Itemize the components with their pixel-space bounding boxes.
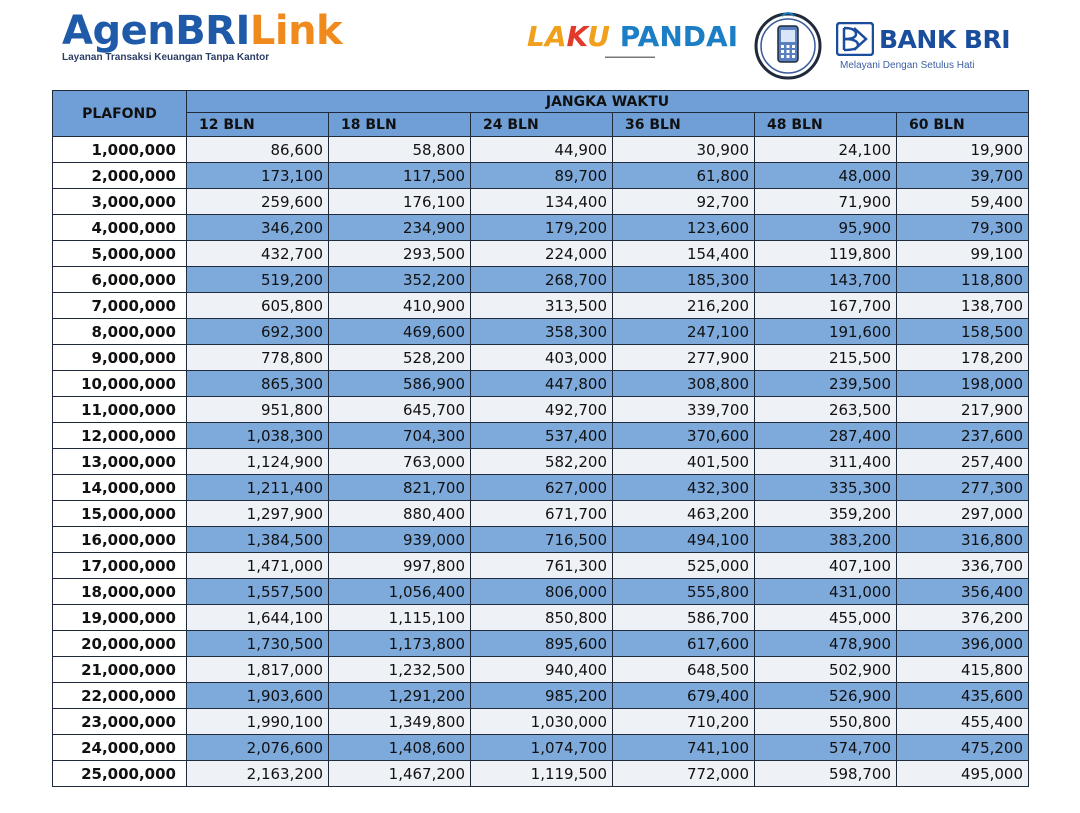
installment-cell: 407,100 [755,553,897,579]
installment-cell: 880,400 [329,501,471,527]
installment-cell: 376,200 [897,605,1029,631]
installment-cell: 86,600 [187,137,329,163]
installment-cell: 525,000 [613,553,755,579]
installment-cell: 415,800 [897,657,1029,683]
plafond-cell: 5,000,000 [53,241,187,267]
installment-cell: 555,800 [613,579,755,605]
plafond-cell: 11,000,000 [53,397,187,423]
installment-cell: 176,100 [329,189,471,215]
installment-cell: 95,900 [755,215,897,241]
term-column-header: 36 BLN [613,113,755,137]
jangka-waktu-header: JANGKA WAKTU [187,91,1029,113]
installment-cell: 598,700 [755,761,897,787]
installment-cell: 940,400 [471,657,613,683]
installment-cell: 526,900 [755,683,897,709]
installment-cell: 2,163,200 [187,761,329,787]
installment-cell: 432,700 [187,241,329,267]
table-row [53,423,1029,449]
installment-cell: 1,297,900 [187,501,329,527]
installment-cell: 259,600 [187,189,329,215]
installment-cell: 528,200 [329,345,471,371]
plafond-cell: 22,000,000 [53,683,187,709]
installment-cell: 308,800 [613,371,755,397]
table-row [53,761,1029,787]
installment-cell: 370,600 [613,423,755,449]
installment-cell: 475,200 [897,735,1029,761]
table-row [53,345,1029,371]
installment-cell: 216,200 [613,293,755,319]
installment-cell: 586,900 [329,371,471,397]
plafond-cell: 24,000,000 [53,735,187,761]
installment-cell: 951,800 [187,397,329,423]
installment-cell: 24,100 [755,137,897,163]
installment-cell: 143,700 [755,267,897,293]
installment-cell: 239,500 [755,371,897,397]
installment-table [52,90,1029,787]
term-column-header: 48 BLN [755,113,897,137]
plafond-cell: 4,000,000 [53,215,187,241]
installment-cell: 605,800 [187,293,329,319]
installment-cell: 1,119,500 [471,761,613,787]
installment-cell: 519,200 [187,267,329,293]
installment-cell: 1,232,500 [329,657,471,683]
installment-cell: 463,200 [613,501,755,527]
plafond-cell: 1,000,000 [53,137,187,163]
installment-cell: 178,200 [897,345,1029,371]
installment-cell: 865,300 [187,371,329,397]
installment-cell: 1,291,200 [329,683,471,709]
installment-cell: 1,817,000 [187,657,329,683]
installment-cell: 396,000 [897,631,1029,657]
installment-cell: 293,500 [329,241,471,267]
plafond-cell: 6,000,000 [53,267,187,293]
plafond-cell: 8,000,000 [53,319,187,345]
installment-cell: 550,800 [755,709,897,735]
installment-cell: 79,300 [897,215,1029,241]
installment-cell: 772,000 [613,761,755,787]
term-column-header: 12 BLN [187,113,329,137]
installment-cell: 692,300 [187,319,329,345]
plafond-cell: 19,000,000 [53,605,187,631]
table-row [53,527,1029,553]
installment-cell: 617,600 [613,631,755,657]
installment-cell: 492,700 [471,397,613,423]
installment-cell: 138,700 [897,293,1029,319]
installment-cell: 1,557,500 [187,579,329,605]
installment-cell: 679,400 [613,683,755,709]
term-column-header: 18 BLN [329,113,471,137]
installment-cell: 435,600 [897,683,1029,709]
installment-cell: 1,730,500 [187,631,329,657]
installment-cell: 432,300 [613,475,755,501]
installment-cell: 985,200 [471,683,613,709]
plafond-cell: 16,000,000 [53,527,187,553]
mobile-banking-badge-icon [752,8,824,80]
installment-cell: 574,700 [755,735,897,761]
bank-bri-logo [836,22,1010,71]
installment-cell: 761,300 [471,553,613,579]
installment-cell: 537,400 [471,423,613,449]
installment-cell: 19,900 [897,137,1029,163]
installment-cell: 123,600 [613,215,755,241]
installment-cell: 154,400 [613,241,755,267]
installment-cell: 59,400 [897,189,1029,215]
installment-cell: 447,800 [471,371,613,397]
installment-cell: 237,600 [897,423,1029,449]
installment-cell: 179,200 [471,215,613,241]
table-row [53,241,1029,267]
installment-cell: 346,200 [187,215,329,241]
plafond-cell: 18,000,000 [53,579,187,605]
plafond-cell: 10,000,000 [53,371,187,397]
installment-cell: 247,100 [613,319,755,345]
plafond-cell: 14,000,000 [53,475,187,501]
installment-cell: 356,400 [897,579,1029,605]
installment-cell: 277,300 [897,475,1029,501]
installment-cell: 469,600 [329,319,471,345]
table-row [53,319,1029,345]
installment-cell: 61,800 [613,163,755,189]
installment-cell: 99,100 [897,241,1029,267]
plafond-cell: 2,000,000 [53,163,187,189]
table-row [53,579,1029,605]
installment-cell: 39,700 [897,163,1029,189]
installment-cell: 1,349,800 [329,709,471,735]
installment-cell: 645,700 [329,397,471,423]
bri-emblem-icon [836,22,874,56]
installment-cell: 44,900 [471,137,613,163]
table-row [53,735,1029,761]
laku-pandai-title: LAKU PANDAI [527,20,739,53]
installment-cell: 263,500 [755,397,897,423]
table-row [53,683,1029,709]
installment-cell: 359,200 [755,501,897,527]
installment-cell: 850,800 [471,605,613,631]
installment-cell: 1,384,500 [187,527,329,553]
plafond-cell: 17,000,000 [53,553,187,579]
installment-cell: 198,000 [897,371,1029,397]
installment-cell: 1,990,100 [187,709,329,735]
installment-cell: 1,030,000 [471,709,613,735]
installment-cell: 648,500 [613,657,755,683]
installment-cell: 217,900 [897,397,1029,423]
installment-cell: 1,211,400 [187,475,329,501]
installment-cell: 1,074,700 [471,735,613,761]
installment-cell: 117,500 [329,163,471,189]
installment-cell: 939,000 [329,527,471,553]
installment-cell: 997,800 [329,553,471,579]
table-row [53,657,1029,683]
installment-cell: 335,300 [755,475,897,501]
installment-cell: 30,900 [613,137,755,163]
table-row [53,215,1029,241]
installment-cell: 455,000 [755,605,897,631]
installment-cell: 358,300 [471,319,613,345]
installment-cell: 173,100 [187,163,329,189]
agenbrilink-subtitle: Layanan Transaksi Keuangan Tanpa Kantor [62,52,270,63]
installment-cell: 806,000 [471,579,613,605]
installment-cell: 1,408,600 [329,735,471,761]
laku-pandai-logo [527,20,738,60]
installment-cell: 316,800 [897,527,1029,553]
plafond-cell: 21,000,000 [53,657,187,683]
installment-cell: 1,903,600 [187,683,329,709]
installment-cell: 1,471,000 [187,553,329,579]
installment-cell: 257,400 [897,449,1029,475]
table-row [53,397,1029,423]
installment-cell: 704,300 [329,423,471,449]
term-column-header: 24 BLN [471,113,613,137]
plafond-cell: 13,000,000 [53,449,187,475]
table-row [53,293,1029,319]
installment-cell: 277,900 [613,345,755,371]
installment-cell: 48,000 [755,163,897,189]
plafond-cell: 12,000,000 [53,423,187,449]
installment-cell: 92,700 [613,189,755,215]
table-row [53,189,1029,215]
installment-cell: 821,700 [329,475,471,501]
table-body [53,137,1029,787]
installment-cell: 582,200 [471,449,613,475]
table-row [53,371,1029,397]
installment-cell: 716,500 [471,527,613,553]
term-column-header: 60 BLN [897,113,1029,137]
table-row [53,475,1029,501]
installment-cell: 352,200 [329,267,471,293]
installment-cell: 1,115,100 [329,605,471,631]
installment-cell: 403,000 [471,345,613,371]
plafond-cell: 23,000,000 [53,709,187,735]
installment-cell: 313,500 [471,293,613,319]
installment-cell: 401,500 [613,449,755,475]
plafond-cell: 25,000,000 [53,761,187,787]
installment-cell: 431,000 [755,579,897,605]
installment-cell: 478,900 [755,631,897,657]
installment-cell: 71,900 [755,189,897,215]
installment-cell: 118,800 [897,267,1029,293]
installment-cell: 119,800 [755,241,897,267]
installment-cell: 763,000 [329,449,471,475]
installment-cell: 215,500 [755,345,897,371]
term-header-row [53,113,1029,137]
laku-pandai-fineprint: ▬▬▬▬▬▬▬▬▬▬ [605,54,655,60]
installment-cell: 741,100 [613,735,755,761]
installment-cell: 297,000 [897,501,1029,527]
installment-cell: 671,700 [471,501,613,527]
agenbrilink-logo [62,8,342,63]
installment-cell: 311,400 [755,449,897,475]
installment-cell: 224,000 [471,241,613,267]
installment-cell: 158,500 [897,319,1029,345]
installment-cell: 494,100 [613,527,755,553]
installment-cell: 134,400 [471,189,613,215]
installment-cell: 336,700 [897,553,1029,579]
installment-cell: 2,076,600 [187,735,329,761]
installment-cell: 383,200 [755,527,897,553]
installment-cell: 455,400 [897,709,1029,735]
installment-cell: 89,700 [471,163,613,189]
table-row [53,449,1029,475]
plafond-cell: 15,000,000 [53,501,187,527]
installment-cell: 586,700 [613,605,755,631]
plafond-header: PLAFOND [53,91,187,137]
installment-cell: 268,700 [471,267,613,293]
installment-cell: 410,900 [329,293,471,319]
installment-cell: 895,600 [471,631,613,657]
table-row [53,267,1029,293]
header-banner [0,0,1080,88]
plafond-cell: 7,000,000 [53,293,187,319]
installment-cell: 167,700 [755,293,897,319]
installment-cell: 1,644,100 [187,605,329,631]
table-row [53,631,1029,657]
installment-cell: 1,173,800 [329,631,471,657]
table-row [53,605,1029,631]
table-row [53,709,1029,735]
table-row [53,553,1029,579]
installment-cell: 778,800 [187,345,329,371]
installment-cell: 1,124,900 [187,449,329,475]
installment-cell: 627,000 [471,475,613,501]
plafond-cell: 20,000,000 [53,631,187,657]
installment-cell: 234,900 [329,215,471,241]
installment-cell: 339,700 [613,397,755,423]
bank-bri-tagline: Melayani Dengan Setulus Hati [840,60,975,71]
agenbrilink-title: AgenBRILink [62,8,343,54]
installment-cell: 502,900 [755,657,897,683]
table-row [53,137,1029,163]
installment-cell: 185,300 [613,267,755,293]
table-row [53,501,1029,527]
installment-cell: 495,000 [897,761,1029,787]
installment-cell: 1,467,200 [329,761,471,787]
installment-cell: 710,200 [613,709,755,735]
installment-cell: 287,400 [755,423,897,449]
table-row [53,163,1029,189]
installment-cell: 1,056,400 [329,579,471,605]
installment-cell: 191,600 [755,319,897,345]
plafond-cell: 3,000,000 [53,189,187,215]
bank-bri-name: BANK BRI [879,24,1011,54]
installment-cell: 1,038,300 [187,423,329,449]
plafond-cell: 9,000,000 [53,345,187,371]
installment-cell: 58,800 [329,137,471,163]
